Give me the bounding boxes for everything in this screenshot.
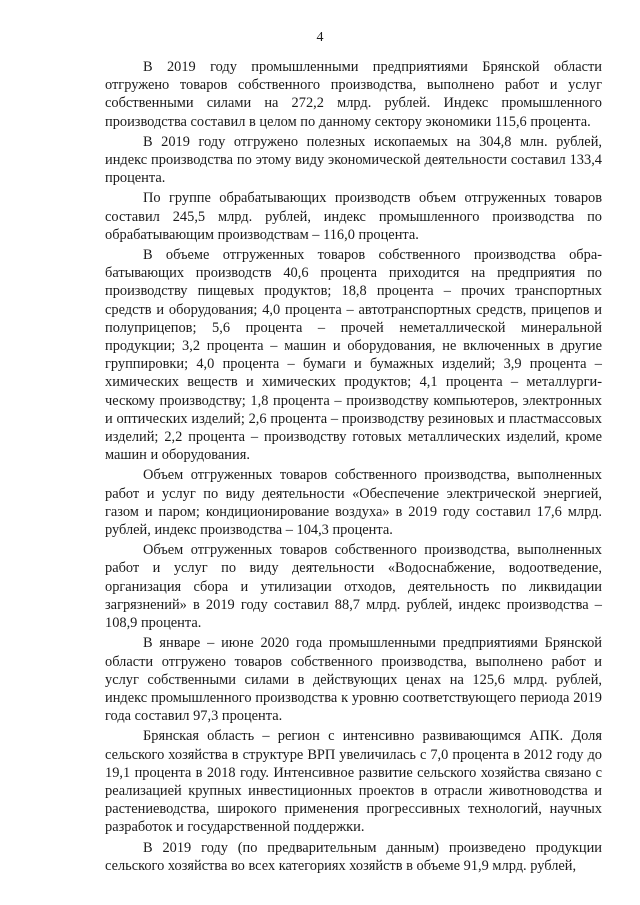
paragraph-manufacturing: По группе обрабатывающих производств объем отгруженных товаров составил 245,5 млрд. рублей, индекс промышленного производства по обрабатывающим производствам – 116,0 процента. <box>105 190 602 243</box>
paragraph-jan-jun-2020: В январе – июне 2020 года промышленными предприятиями Брянской области отгружено товаров собственного производства, выполнено работ и услуг собственными силами в действующих ценах на 125,6 млрд. рублей, индекс промышленного производства к уровню соответствующего периода 2019 года составил 97,3 процента. <box>105 635 602 725</box>
paragraph-mining: В 2019 году отгружено полезных ископаемых на 304,8 млн. рублей, индекс производства по этому виду экономической деятельности составил 133,4 процента. <box>105 133 602 187</box>
page-number: 4 <box>316 30 324 45</box>
paragraph-agri-output-2019: В 2019 году (по предварительным данным) произведено продукции сельского хозяйства во всех категориях хозяйств в объеме 91,9 млрд. рублей, <box>105 839 602 874</box>
paragraph-agriculture: Брянская область – регион с интенсивно развивающимся АПК. Доля сельского хозяйства в структуре ВРП увеличилась с 7,0 процента в 2012 году до 19,1 процента в 2018 году. Интенсивное развитие сельского хозяйства связано с реализацией крупных инвестиционных проектов в отрасли животноводства и растениеводства, широкого применения прогрессивных технологий, научных разработок и государственной поддержки. <box>105 728 602 836</box>
paragraph-industry-total: В 2019 году промышленными предприятиями Брянской области отгружено товаров собственного производства, выполнено работ и услуг собственными силами на 272,2 млрд. рублей. Индекс промышленного производства составил в целом по данному сектору экономики 115,6 процента. <box>105 59 602 130</box>
paragraph-manufacturing-structure: В объеме отгруженных товаров собственного производства обрабатывающих производств 40,6 процента приходится на предприятия по производству пищевых продуктов; 18,8 процента – прочих транспортных средств и оборудования; 4,0 процента – автотранспортных средств, прицепов и полуприцепов; 5,6 процента – прочей неметаллической минеральной продукции; 3,2 процента – машин и оборудования, не включенных в другие группировки; 4,0 процента – бумаги и бумажных изделий; 3,9 процента – химических веществ и химических продуктов; 4,1 процента – металлургическому производству; 1,8 процента – производству компьютеров, электронных и оптических изделий; 2,6 процента – производству резиновых и пластмассовых изделий; 2,2 процента – производству готовых металлических изделий, кроме машин и оборудования. <box>105 247 602 464</box>
body-text <box>105 58 602 877</box>
paragraph-water-supply: Объем отгруженных товаров собственного производства, выполненных работ и услуг по виду деятельности «Водоснабжение, водоотведение, организация сбора и утилизации отходов, деятельность по ликвидации загрязнений» в 2019 году составил 88,7 млрд. рублей, индекс производства – 108,9 процента. <box>105 542 602 632</box>
paragraph-energy: Объем отгруженных товаров собственного производства, выполненных работ и услуг по виду деятельности «Обеспечение электрической энергией, газом и паром; кондиционирование воздуха» в 2019 году составил 17,6 млрд. рублей, индекс производства – 104,3 процента. <box>105 467 602 539</box>
